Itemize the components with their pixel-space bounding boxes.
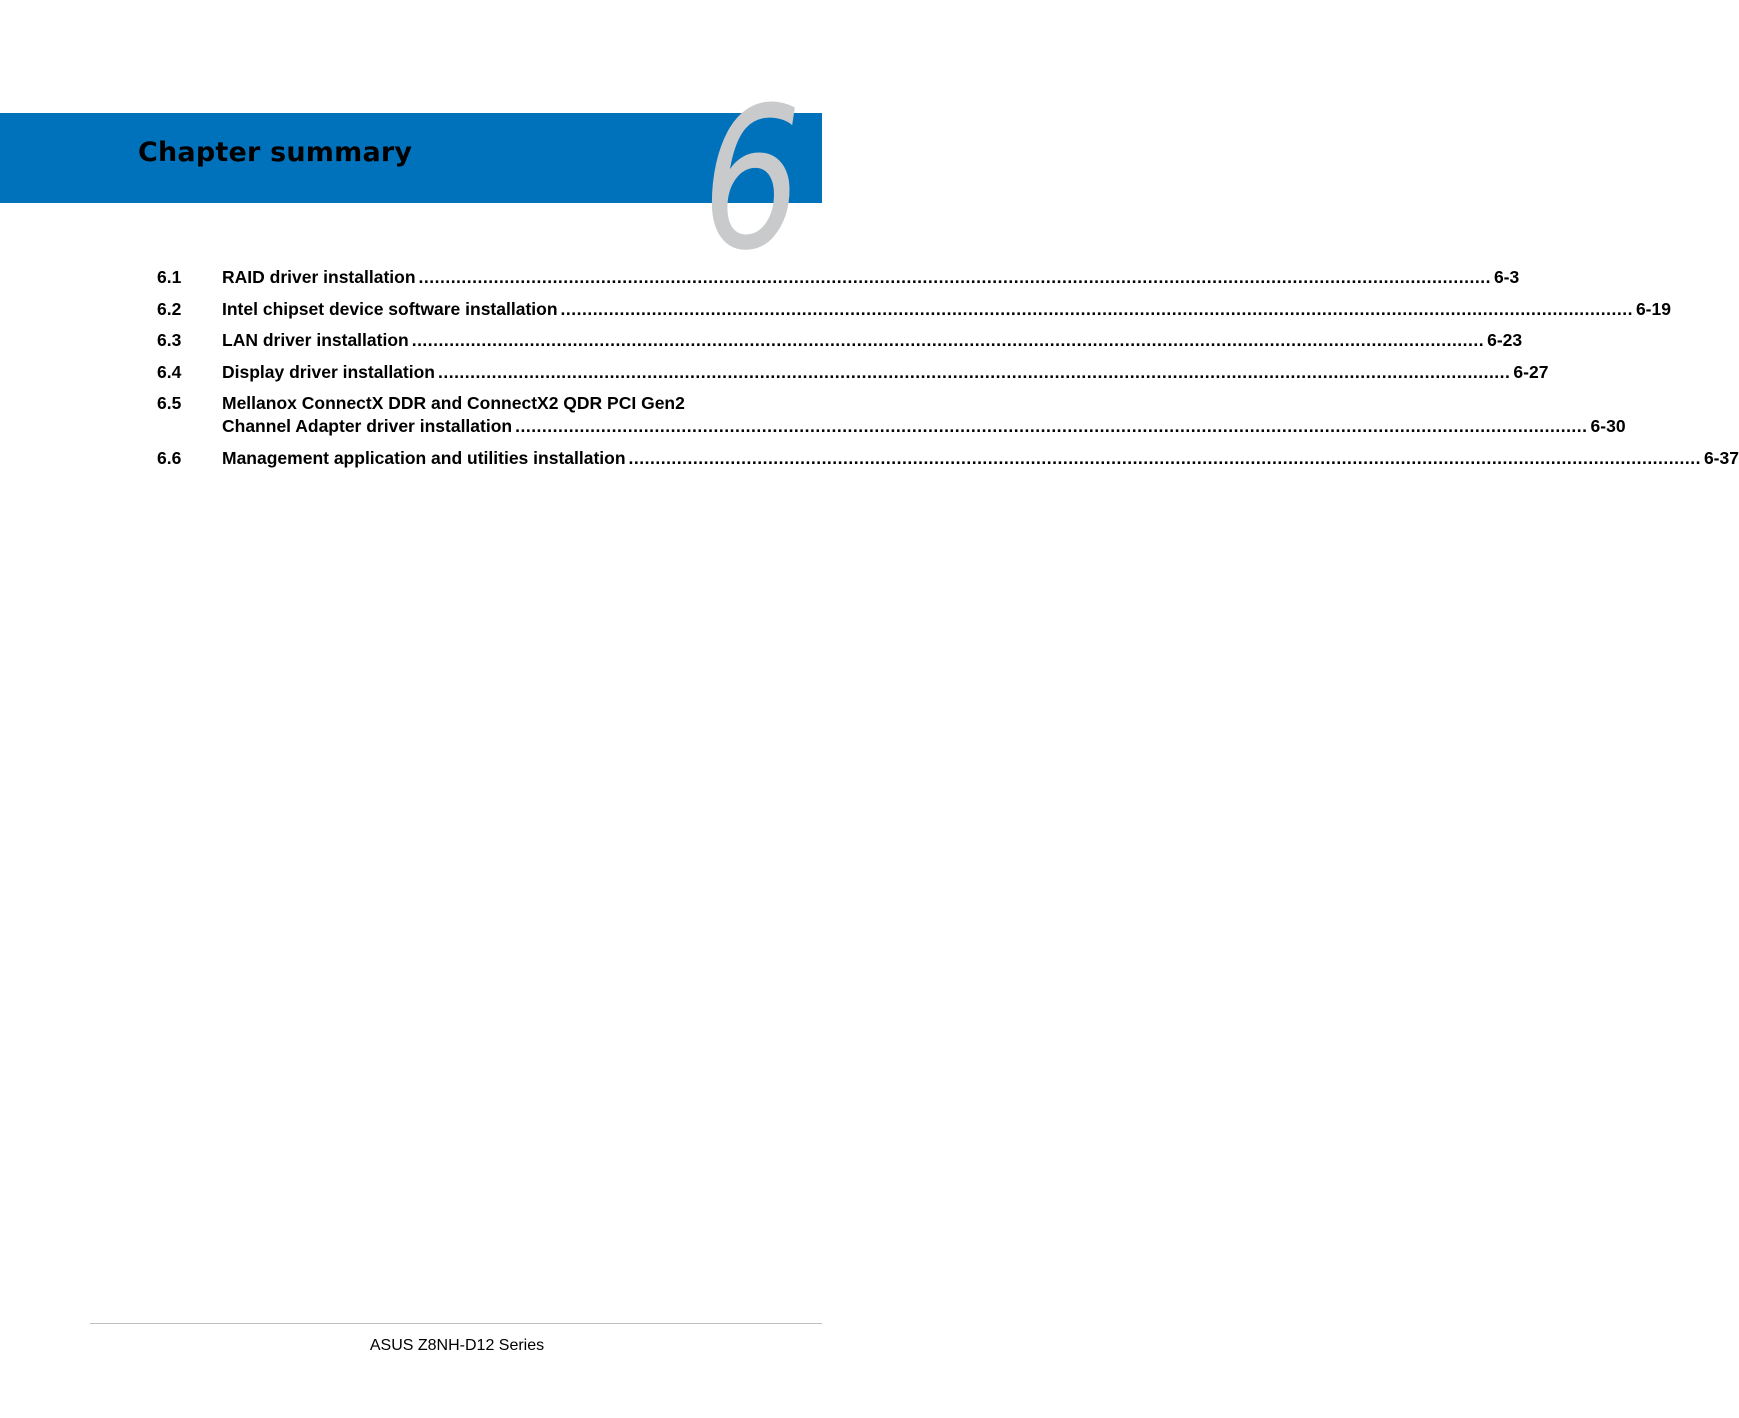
toc-entry-6-1[interactable]	[157, 266, 1520, 289]
toc-number: 6.4	[157, 361, 182, 382]
toc-entry-6-6[interactable]	[157, 447, 1739, 470]
toc-number: 6.1	[157, 267, 182, 287]
toc-number: 6.5	[157, 393, 182, 413]
toc-entry-6-2[interactable]	[157, 298, 1671, 321]
toc-page: 6-23	[1487, 330, 1523, 350]
toc-page: 6-19	[1635, 298, 1671, 319]
chapter-title: Chapter summary	[138, 137, 413, 168]
toc-title: Management application and utilities installation	[222, 447, 626, 468]
toc-page: 6-3	[1493, 267, 1520, 287]
toc-title: RAID driver installation	[222, 267, 416, 287]
toc-leader-dots: ........................................................................................................................................................................................................	[437, 361, 1511, 382]
toc-title: Display driver installation	[222, 361, 435, 382]
toc-title: Intel chipset device software installation	[222, 298, 558, 319]
toc-title-first-line: Mellanox ConnectX DDR and ConnectX2 QDR PCI Gen2	[222, 393, 685, 413]
toc-number: 6.3	[157, 330, 182, 350]
toc-entry-6-3[interactable]	[157, 329, 1523, 352]
toc-number: 6.6	[157, 447, 182, 468]
footer-divider	[90, 1323, 822, 1324]
table-of-contents	[157, 266, 1739, 478]
toc-title: LAN driver installation	[222, 330, 409, 350]
toc-page: 6-27	[1513, 361, 1549, 382]
toc-leader-dots: ........................................................................................................................................................................................................	[515, 416, 1588, 436]
toc-leader-dots: ........................................................................................................................................................................................................	[418, 267, 1491, 287]
toc-entry-6-5[interactable]	[157, 392, 1626, 438]
toc-entry-6-4[interactable]	[157, 361, 1549, 384]
toc-leader-dots: ........................................................................................................................................................................................................	[411, 330, 1485, 350]
toc-leader-dots: ........................................................................................................................................................................................................	[628, 447, 1701, 468]
toc-number: 6.2	[157, 298, 182, 319]
toc-title: Channel Adapter driver installation	[222, 416, 513, 436]
footer-text: ASUS Z8NH-D12 Series	[369, 1337, 545, 1354]
toc-page: 6-37	[1703, 447, 1739, 468]
toc-page: 6-30	[1590, 416, 1626, 436]
toc-leader-dots: ........................................................................................................................................................................................................	[560, 298, 1633, 319]
chapter-number: 6	[702, 66, 802, 294]
